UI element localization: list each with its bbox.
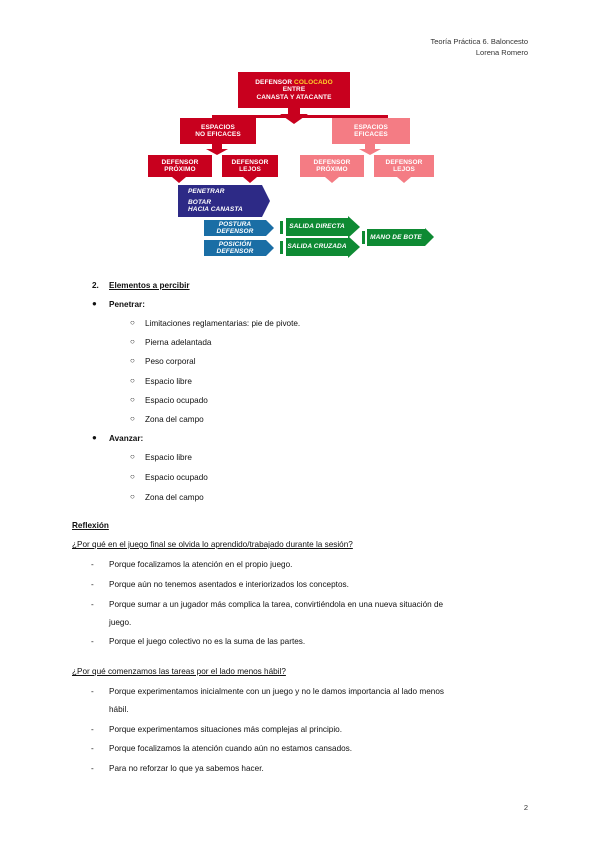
right-sub1-line1: DEFENSOR	[313, 158, 351, 166]
navy-line3: HACIA CANASTA	[188, 206, 243, 214]
list-item: Espacio ocupado	[145, 396, 208, 405]
list-item: Peso corporal	[145, 357, 196, 366]
list-item: Pierna adelantada	[145, 338, 212, 347]
dash-bullet: -	[91, 725, 94, 734]
group-label-avanzar: Avanzar:	[109, 434, 144, 443]
left-sub1-arrow	[172, 177, 186, 183]
left-header-line1: ESPACIOS	[201, 123, 235, 131]
circle-bullet-icon: ○	[130, 492, 135, 501]
left-sub-proximo	[148, 155, 212, 177]
navy-penetrar-box	[178, 185, 262, 217]
reflexion-title: Reflexión	[72, 521, 109, 530]
green3-chevron	[425, 228, 434, 246]
green2-chevron	[348, 236, 360, 258]
answer-item: Porque focalizamos la atención en el propio juego.	[109, 560, 293, 569]
dash-bullet: -	[91, 764, 94, 773]
tactical-diagram	[161, 68, 440, 260]
list-item: Espacio libre	[145, 377, 192, 386]
question-1: ¿Por qué en el juego final se olvida lo aprendido/trabajado durante la sesión?	[72, 540, 353, 549]
circle-bullet-icon: ○	[130, 472, 135, 481]
answer-item-continuation: juego.	[109, 618, 132, 627]
dash-bullet: -	[91, 744, 94, 753]
header-title: Teoría Práctica 6. Baloncesto	[430, 37, 528, 46]
teal2-line2: DEFENSOR	[216, 248, 254, 255]
right-header-line2: EFICACES	[354, 131, 388, 138]
page-header	[430, 36, 528, 58]
diagram-top-box	[238, 72, 350, 108]
right-sub2-line1: DEFENSOR	[385, 158, 423, 166]
green1-tick	[280, 221, 283, 234]
list-item: Zona del campo	[145, 493, 204, 502]
answer-item: Porque sumar a un jugador más complica la tarea, convirtiéndola en una nueva situación de	[109, 600, 444, 609]
right-sub2-arrow	[397, 177, 411, 183]
top-box-line2: ENTRE	[282, 86, 306, 94]
bullet-icon: ●	[92, 433, 97, 442]
answer-item: Porque experimentamos situaciones más complejas al principio.	[109, 725, 342, 734]
right-sub1-line2: PRÓXIMO	[316, 166, 348, 173]
dash-bullet: -	[91, 560, 94, 569]
top-box-line3: CANASTA Y ATACANTE	[256, 93, 332, 101]
right-sub-lejos	[374, 155, 434, 177]
green1-label: SALIDA DIRECTA	[289, 223, 345, 231]
answer-item-continuation: hábil.	[109, 705, 129, 714]
list-item: Limitaciones reglamentarias: pie de pivote.	[145, 319, 301, 328]
right-header-line1: ESPACIOS	[354, 123, 388, 131]
dash-bullet: -	[91, 637, 94, 646]
navy-chevron	[262, 185, 270, 217]
navy-line1: PENETRAR	[188, 188, 225, 196]
teal-postura-box	[204, 220, 266, 236]
left-sub1-line1: DEFENSOR	[161, 158, 199, 166]
circle-bullet-icon: ○	[130, 356, 135, 365]
answer-item: Para no reforzar lo que ya sabemos hacer.	[109, 764, 264, 773]
top-box-highlight: COLOCADO	[294, 78, 333, 86]
section2-title: Elementos a percibir	[109, 281, 190, 290]
list-item: Zona del campo	[145, 415, 204, 424]
right-sub1-arrow	[325, 177, 339, 183]
right-header-box	[332, 118, 410, 144]
dash-bullet: -	[91, 580, 94, 589]
green-salida-directa	[286, 218, 348, 236]
question-2: ¿Por qué comenzamos las tareas por el lado menos hábil?	[72, 667, 286, 676]
top-box-text: DEFENSOR	[255, 78, 295, 86]
green-mano-de-bote	[367, 229, 425, 246]
green2-tick	[280, 241, 283, 254]
left-header-box	[180, 118, 256, 144]
circle-bullet-icon: ○	[130, 376, 135, 385]
circle-bullet-icon: ○	[130, 318, 135, 327]
green3-tick	[362, 231, 365, 244]
circle-bullet-icon: ○	[130, 395, 135, 404]
answer-item: Porque focalizamos la atención cuando aún no estamos cansados.	[109, 744, 353, 753]
teal1-line1: POSTURA	[218, 220, 252, 228]
green1-chevron	[348, 216, 360, 238]
green3-label: MANO DE BOTE	[370, 233, 422, 241]
navy-line2: BOTAR	[188, 198, 212, 206]
list-item: Espacio libre	[145, 453, 192, 462]
circle-bullet-icon: ○	[130, 452, 135, 461]
dash-bullet: -	[91, 687, 94, 696]
answer-item: Porque el juego colectivo no es la suma de las partes.	[109, 637, 306, 646]
right-sub-proximo	[300, 155, 364, 177]
answer-item: Porque experimentamos inicialmente con un juego y no le damos importancia al lado menos	[109, 687, 444, 696]
left-sub2-line2: LEJOS	[239, 166, 261, 173]
green2-label: SALIDA CRUZADA	[287, 243, 347, 251]
teal1-line2: DEFENSOR	[216, 228, 254, 235]
green-salida-cruzada	[286, 238, 348, 256]
teal-posicion-box	[204, 240, 266, 256]
circle-bullet-icon: ○	[130, 414, 135, 423]
page-number: 2	[523, 803, 528, 812]
list-item: Espacio ocupado	[145, 473, 208, 482]
teal1-chevron	[266, 220, 274, 236]
left-header-line2: NO EFICACES	[195, 131, 241, 138]
left-sub2-line1: DEFENSOR	[231, 158, 269, 166]
left-sub1-line2: PRÓXIMO	[164, 166, 196, 173]
circle-bullet-icon: ○	[130, 337, 135, 346]
teal2-line1: POSICIÓN	[218, 240, 252, 248]
answer-item: Porque aún no tenemos asentados e interiorizados los conceptos.	[109, 580, 349, 589]
header-author: Lorena Romero	[475, 48, 528, 57]
group-label-penetrar: Penetrar:	[109, 300, 145, 309]
section2-number: 2.	[92, 281, 99, 290]
right-sub2-line2: LEJOS	[393, 166, 415, 173]
teal2-chevron	[266, 240, 274, 256]
left-sub-lejos	[222, 155, 278, 177]
left-sub2-arrow	[243, 177, 257, 183]
dash-bullet: -	[91, 600, 94, 609]
bullet-icon: ●	[92, 299, 97, 308]
